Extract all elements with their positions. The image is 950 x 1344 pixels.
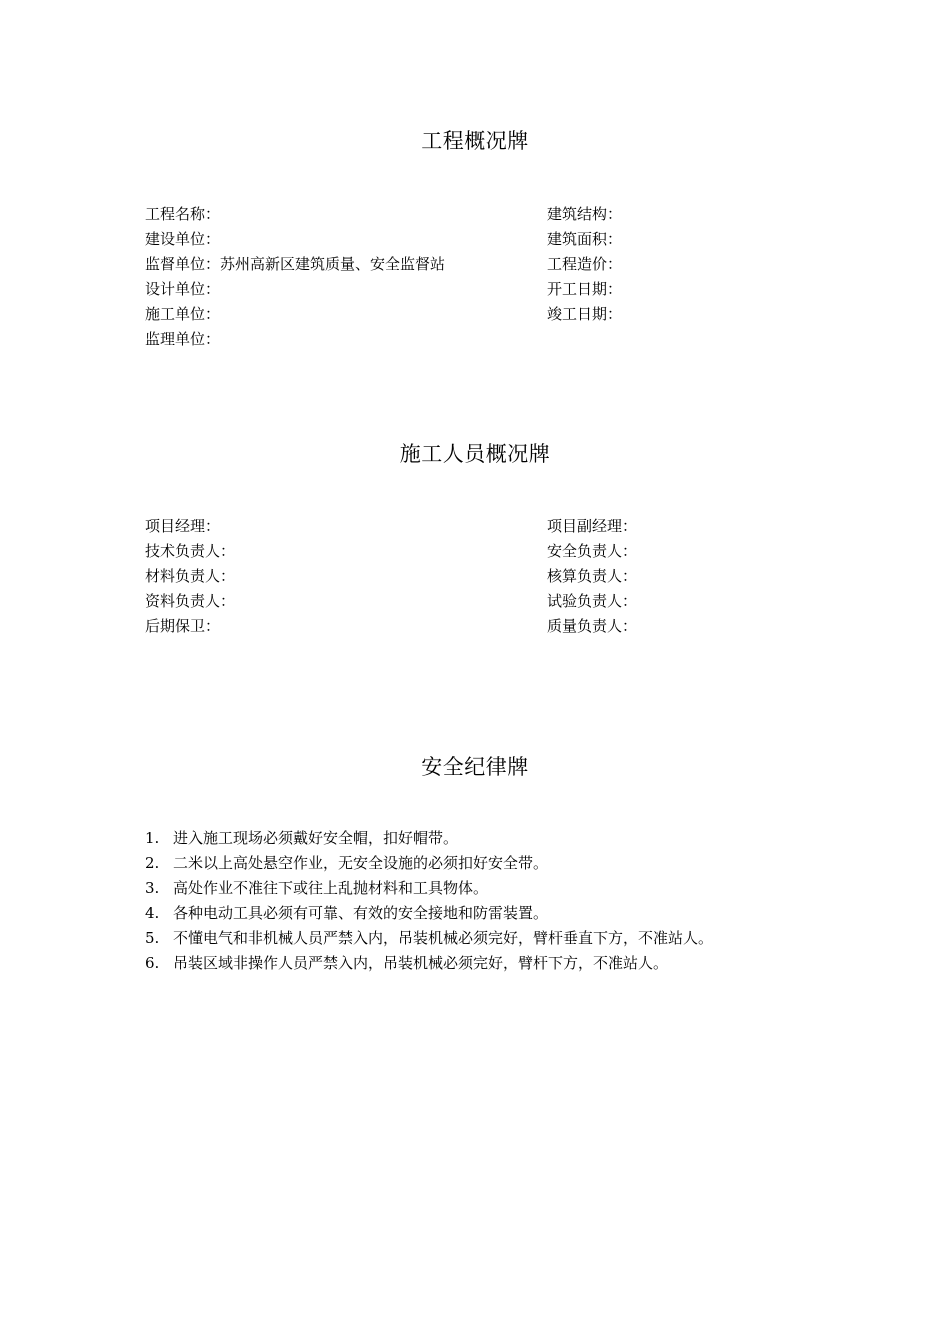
rule-text: 二米以上高处悬空作业，无安全设施的必须扣好安全带。	[173, 854, 549, 872]
staff-board-right-column	[547, 514, 847, 639]
rule-text: 各种电动工具必须有可靠、有效的安全接地和防雷装置。	[173, 904, 549, 922]
rule-number: 2.	[145, 854, 160, 872]
staff-board-title: 施工人员概况牌	[399, 442, 551, 466]
supervision-unit-field: 监督单位：苏州高新区建筑质量、安全监督站	[145, 255, 446, 273]
start-date-field: 开工日期：	[547, 280, 623, 298]
building-area-field: 建筑面积：	[547, 230, 623, 248]
rule-number: 4.	[145, 904, 160, 922]
list-item	[145, 876, 845, 901]
rule-number: 5.	[145, 929, 160, 947]
technical-lead-field: 技术负责人：	[145, 542, 236, 560]
list-item	[145, 951, 845, 976]
rule-number: 6.	[145, 954, 160, 972]
building-structure-field: 建筑结构：	[547, 205, 623, 223]
deputy-manager-field: 项目副经理：	[547, 517, 638, 535]
rule-text: 高处作业不准往下或往上乱抛材料和工具物体。	[173, 879, 489, 897]
rule-text: 吊装区域非操作人员严禁入内，吊装机械必须完好，臂杆下方，不准站人。	[173, 954, 669, 972]
construction-owner-field: 建设单位：	[145, 230, 221, 248]
materials-lead-field: 材料负责人：	[145, 567, 236, 585]
project-cost-field: 工程造价：	[547, 255, 623, 273]
security-field: 后期保卫：	[145, 617, 221, 635]
list-item	[145, 826, 845, 851]
project-board-left-column	[145, 202, 535, 352]
rule-number: 1.	[145, 829, 160, 847]
inspection-unit-field: 监理单位：	[145, 330, 221, 348]
testing-lead-field: 试验负责人：	[547, 592, 638, 610]
safety-rules-list	[145, 826, 845, 976]
rule-text: 进入施工现场必须戴好安全帽，扣好帽带。	[173, 829, 459, 847]
list-item	[145, 901, 845, 926]
staff-board-left-column	[145, 514, 535, 639]
list-item	[145, 926, 845, 951]
accounting-lead-field: 核算负责人：	[547, 567, 638, 585]
safety-board-title: 安全纪律牌	[421, 755, 529, 779]
documents-lead-field: 资料负责人：	[145, 592, 236, 610]
list-item	[145, 851, 845, 876]
rule-text: 不懂电气和非机械人员严禁入内，吊装机械必须完好，臂杆垂直下方，不准站人。	[173, 929, 714, 947]
completion-date-field: 竣工日期：	[547, 305, 623, 323]
safety-lead-field: 安全负责人：	[547, 542, 638, 560]
design-unit-field: 设计单位：	[145, 280, 221, 298]
rule-number: 3.	[145, 879, 160, 897]
project-board-title: 工程概况牌	[421, 129, 529, 153]
quality-lead-field: 质量负责人：	[547, 617, 638, 635]
project-board-right-column	[547, 202, 847, 327]
contractor-unit-field: 施工单位：	[145, 305, 221, 323]
project-name-field: 工程名称：	[145, 205, 221, 223]
project-manager-field: 项目经理：	[145, 517, 221, 535]
